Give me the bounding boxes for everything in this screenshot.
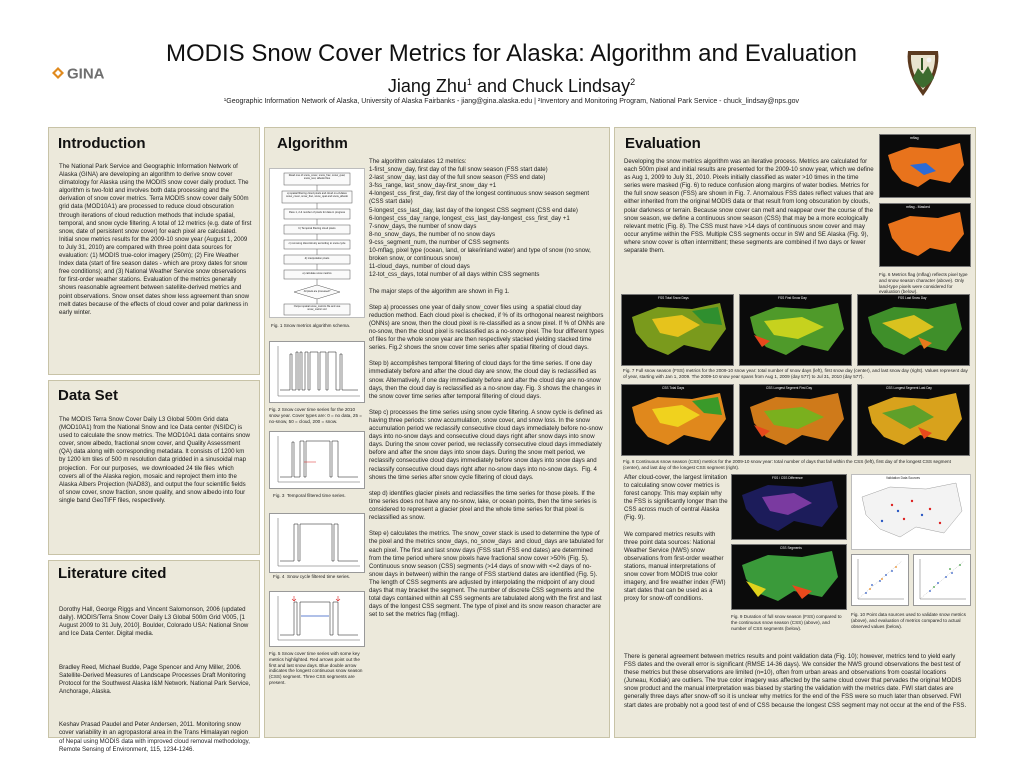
reference-item: Bradley Reed, Michael Budde, Page Spencer and Amy Miller, 2006. Satellite-Derived Measures of Landscape Processes Draft Monitoring Protocol for the Southwest Alaska I&M Network. National Park Service, Anchorage, Alaska. bbox=[59, 663, 252, 696]
algorithm-flowchart bbox=[269, 168, 365, 318]
evaluation-text-3: There is general agreement between metrics results and point validation data (Fig. 10); however, metrics tend to yield early FSS dates and the overall error is significant (RMSE 14-36 days). We consider the NWS ground observations the best test of these metrics but these observations are limited (n=10), often from urban areas and observations from coastal locations (Juneau, Kodiak) are outliers. The true color imagery was affected by the same cloud cover that pervades the original MODIS snow product and the manual interpretation was biased by starting the validation with the metrics date. FWI start dates are generally three days after snow-off so it is unclear why metrics for the end of the FSS were so much later than observed. FWI start dates are probably not a good test of end of CSS because the longest CSS segment may not occur at the end of the FSS. bbox=[624, 653, 967, 709]
literature-heading: Literature cited bbox=[58, 565, 167, 582]
figure-caption: Fig. 6 Metrics flag (mflag) reflects pixel type and snow season character (above). Only land-type pixels were considered for evaluation (below). bbox=[879, 272, 969, 295]
flow-box: All pixels are processed? bbox=[303, 290, 331, 293]
map-label: Validation Data Sources bbox=[886, 476, 920, 480]
evaluation-heading: Evaluation bbox=[625, 135, 701, 152]
figure-caption: Fig. 3 Temporal filtered time series. bbox=[273, 493, 346, 498]
dataset-text: The MODIS Terra Snow Cover Daily L3 Global 500m Grid data (MOD10A1) from the National Snow and Ice Data center (NSIDC) is used to calculate the snow metrics. The MOD10A1 data contains snow cover, snow albedo, fractional snow cover, and Quality Assessment (QA) data along with corresponding metadata. It consists of 1200 km by 1200 km tiles of 500 m resolution data gridded in a sinusoidal map projection. For our purposes, we downloaded 24 tile files which covers all of the Alaska region, mosaic and reproject them into the Alaska Albers Projection (NAD83), and output the four scientific fields of snow cover, snow fraction, snow quality, and snow albedo into four single band GeoTIFF files, respectively. bbox=[59, 416, 252, 504]
map-label: FSS / CSS Difference bbox=[772, 476, 803, 480]
time-series-plot bbox=[269, 341, 365, 403]
figure-caption: Fig. 2 Snow cover time series for the 2010 snow year. Cover types are: 0 = no data, 25 = no-snow, 50 = cloud, 200 = snow. bbox=[269, 407, 364, 424]
figure-caption: Fig. 10 Point data sources used to validate snow metrics (above), and evaluation of metrics compared to actual observed values (below). bbox=[851, 612, 968, 629]
figure-caption: Fig. 1 Snow metrics algorithm schema. bbox=[271, 323, 351, 328]
evaluation-text-1: Developing the snow metrics algorithm was an iterative process. Metrics are calculated for each 500m pixel and initial results are presented for the 2009-10 snow year, which we define as Aug 1, 2009 to July 31, 2010. Pixels initially classified as water >10 times in the time series were masked (Fig. 6) to reduce confusion along margins of water bodies. Metrics for the full snow season (FSS) are shown in Fig. 7. Anomalous FSS dates reflect values that are either inherited from the original MODIS data or that result from long obscuration by clouds, polar darkness or terrain. Because snow cover can melt and reappear over the course of the snow season, we define a continuous snow season (CSS) that may be a more ecologically relevant metric (Fig. 8). The CSS must have >14 days of continuous snow cover and may occur anytime within the FSS. Multiple CSS segments occur in SW and SE Alaska (Fig. 9), where snow cover is often intermittent; these segments are combined if two days or fewer separate them. bbox=[624, 158, 876, 255]
flow-box: e) calculate snow metrics bbox=[302, 272, 332, 275]
introduction-panel bbox=[48, 127, 260, 375]
validation-sources-map bbox=[851, 474, 971, 550]
flow-box: a) spatial filtering cloud pixels and cloud on-of-dates snow_cover, snow_frac, snow_qual and snow_albedo bbox=[286, 192, 348, 199]
fss-css-difference-map bbox=[731, 474, 847, 540]
literature-list bbox=[59, 590, 252, 779]
mflag-masked-map bbox=[879, 203, 971, 267]
map-label: mflag bbox=[910, 136, 919, 140]
algorithm-heading: Algorithm bbox=[277, 135, 348, 152]
evaluation-panel bbox=[614, 127, 976, 738]
fss-first-snow-day-map bbox=[739, 294, 852, 366]
validation-scatter-1 bbox=[851, 554, 909, 606]
map-label: FSS Total Snow Days bbox=[658, 296, 689, 300]
reference-item: Keshav Prasad Paudel and Peter Andersen, 2011. Monitoring snow cover variability in an agropastoral area in the Trans Himalayan region of Nepal using MODIS data with improved cloud removal methodology, Remote Sensing of Environment, 115, 1234-1246. bbox=[59, 721, 252, 753]
figure-caption: Fig. 8 Continuous snow season (CSS) metrics for the 2009-10 snow year: total number of days that fall within the CSS (left), first day of the longest CSS segment (center), and last day of the longest CSS segment (right). bbox=[623, 459, 953, 470]
map-label: FSS Last Snow Day bbox=[898, 296, 927, 300]
fss-total-snow-days-map bbox=[621, 294, 734, 366]
flow-box: b) Temporal filtering cloud pixels bbox=[298, 227, 336, 230]
poster-authors: Jiang Zhu$^1$ and Chuck Lindsay$^2$ bbox=[387, 76, 636, 96]
validation-scatter-2 bbox=[913, 554, 971, 606]
css-first-day-map bbox=[739, 384, 852, 456]
temporal-filter-plot bbox=[269, 431, 365, 489]
map-label: CSS Longest Segment Last Day bbox=[886, 386, 932, 390]
map-label: CSS Longest Segment First Day bbox=[766, 386, 813, 390]
introduction-heading: Introduction bbox=[58, 135, 146, 152]
introduction-text: The National Park Service and Geographic Information Network of Alaska (GINA) are developing an algorithm to derive snow cover climatology for Alaska using the MODIS snow cover daily product. The algorithm is two-fold and involves both data processing and the derivation of snow cover metrics. Terra MODIS snow cover daily 500m grid data (MOD10A1) are processed to reduce cloud obscuration through iterations of cloud reduction methods that include spatial, temporal, and snow cycle filtering. A total of 12 metrics (e.g. date of first snow, date of persistent snow cover) for each pixel are calculated. Initial snow metrics results for the 2009-10 snow year (August 1, 2009 to July 31, 2010) are compared with three point data sources for evaluation: (1) MODIS true-color imagery (250m); (2) Fire Weather Index data (start of fire season dates - which are proxy dates for snow free conditions); and (3) National Weather Service snow observations for first-order weather stations. Evaluation of the metrics generally shows reasonable agreement between satellite-derived metrics and point observations. Snow onset dates show less agreement than snow melt dates because of the effects of cloud cover and polar darkness in early winter. bbox=[59, 163, 254, 316]
literature-panel bbox=[48, 560, 260, 753]
dataset-heading: Data Set bbox=[58, 387, 119, 404]
algorithm-text: The algorithm calculates 12 metrics: 1-first_snow_day, first day of the full snow season (FSS start date) 2-last_snow_day, last day of the full snow season (FSS end date) 3-fss_range, last_snow_day-first_snow_day +1 4-longest_css_first_day, first day of the longest continuous snow season segment (CSS start date) 5-longest_css_last_day, last day of the longest CSS segment (CSS end date) 6-longest_css_day_range, longest_css_last_day-longest_css_first_day +1 7-snow_days, the number of snow days 8-no_snow_days, the number of no snow days 9-css_segment_num, the number of CSS segments 10-mflag, pixel type (ocean, land, or lake/inland water) and type of snow (no snow, broken snow, or continuous snow) 11-cloud_days, number of cloud days 12-tot_css_days, total number of all days within CSS segments The major steps of the algorithm are shown in Fig 1. Step a) processes one year of daily snow_cover files using a spatial cloud day reduction method. Each cloud pixel is checked, if % of its orthogonal nearest neighbors (ONNs) are snow, then the cloud pixel is re-classified as a snow pixel. If % of ONNs are no-snow, then the cloud pixel is reclassified as a no-snow pixel. The four different types of files for the whole snow year are then respectively stacked yielding stacked time series. Fig.2 shows the snow cover time series after spatial filtering of cloud days. Step b) accomplishes temporal filtering of cloud days for the time series. If one day immediately before and after the cloud day are snow, the cloud day is reclassified as snow. Alternatively, if one day immediately before and after the cloud day are no-snow days, then the cloud day is reclassified as a no-snow day. Fig. 3 shows the changes in the snow cover time series after temporal filtering of cloud days. Step c) processes the time series using snow cycle filtering. A snow cycle is defined as having three periods: snow accumulation, snow cover, and snow loss. In the snow accumulation period we reclassify consecutive cloud days immediately before no-snow days into no-snow days and consecutive cloud days right after snow days into snow days. During the snow cover period, we reclassify consecutive cloud days immediately before and after the snow days into snow days. During the snow melt period, we reclassify consecutive cloud days immediately before snow days into snow days and reclassify consecutive cloud days right after no-snow days into no-snow days. Fig. 4 shows the time series after snow cycle filtering of cloud days. step d) identifies glacier pixels and reclassifies the time series for those pixels. If the time series does not have any no-snow, lake, or ocean points, then the time series is considered to represent a glacier pixel and the whole time series for that pixel is reclassified as snow. Step e) calculates the metrics. The snow_cover stack is used to determine the type of the pixel and the metrics snow_days, no_snow_days and cloud_days are tabulated for each pixel. The first and last snow days (FSS start /FSS end dates) are determined from the time period where snow pixels have fractional snow cover >50% (Fig. 5). Continuous snow season (CSS) segments (>14 days of snow with <=2 days of no-snow days in between) within the range of FSS start/end dates are identified (Fig. 5). The length of CSS segments are adjusted by interpolating the midpoint of any cloud days that may bracket the segment. The number of discrete CSS segments and the total days contained within all CSS segments are tabulated along with the first and last days of the longest CSS segment. The type of pixel and its snow reason character are set to set the metrics flag (mflag). bbox=[369, 158, 605, 619]
figure-caption: Fig. 4 Snow cycle filtered time series. bbox=[273, 574, 351, 579]
css-last-day-map bbox=[857, 384, 970, 456]
flow-box: Output spatial snow_metrics file and use snow_metric.xml bbox=[293, 305, 341, 312]
reference-item: Dorothy Hall, George Riggs and Vincent Salomonson, 2006 (updated daily). MODIS/Terra Snow Cover Daily L3 Global 500m Grid V005, [1 August 2009 to 31 July, 2010]. Boulder, Colorado USA: National Snow and Ice Data Center. Digital media. bbox=[59, 606, 250, 638]
svg-text:GINA: GINA bbox=[67, 65, 105, 82]
map-label: CSS Segments bbox=[780, 546, 802, 550]
figure-caption: Fig. 9 Duration of full snow season (FSS) compared to the continuous snow season (CSS) (above), and number of CSS segments (below). bbox=[731, 614, 843, 631]
key-metrics-plot bbox=[269, 591, 365, 647]
evaluation-text-2: After cloud-cover, the largest limitation to calculating snow cover metrics is forest canopy. This may explain why the FSS is significantly longer than the CSS across much of central Alaska (Fig. 9). We compared metrics results with three point data sources: National Weather Service (NWS) snow observations from first-order weather stations, manual interpretations of snow cover from MODIS true color imagery, and fire weather index (FWI) start dates that can be used as a proxy for snow-off conditions. bbox=[624, 474, 728, 603]
map-label: mflag - Masked bbox=[906, 205, 930, 209]
mflag-map bbox=[879, 134, 971, 198]
css-segments-map bbox=[731, 544, 847, 610]
flow-box: c) removing discontinuity according to snow cycle bbox=[288, 242, 346, 245]
dataset-panel bbox=[48, 380, 260, 555]
poster-affiliations: ¹Geographic Information Network of Alaska, University of Alaska Fairbanks - jiang@gina.alaska.edu | ²Inventory and Monitoring Program, National Park Service - chuck_lindsay@nps.gov bbox=[223, 98, 800, 105]
flow-box: d) interpolation pixels bbox=[304, 257, 330, 260]
flow-box: Read one of snow_cover, snow_frac, snow_qual, snow_test, albedo files bbox=[288, 174, 346, 181]
map-label: CSS Total Days bbox=[662, 386, 685, 390]
snow-cycle-filter-plot bbox=[269, 513, 365, 573]
flow-box: Pass 1, 2 & number of pixels for data in progress bbox=[288, 211, 346, 214]
poster-title: MODIS Snow Cover Metrics for Alaska: Algorithm and Evaluation bbox=[166, 40, 857, 67]
algorithm-panel bbox=[264, 127, 610, 738]
map-label: FSS First Snow Day bbox=[778, 296, 807, 300]
css-total-days-map bbox=[621, 384, 734, 456]
figure-caption: Fig. 5 Snow cover time series with some key metrics highlighted. Red arrows point out the first and last snow days. Blue double arrow indicates the longest continuous snow season (CSS) segment. Three CSS segments are present. bbox=[269, 651, 364, 685]
figure-caption: Fig. 7 Full snow season (FSS) metrics for the 2009-10 snow year: total number of snow days (left), first snow day (center), and last snow day (right). Values represent day of year, starting with Jan 1, 2009. The 2009-10 snow year spans from Aug 1, 2009 (day 577) to Jul 31, 2010 (day 577). bbox=[623, 368, 970, 379]
fss-last-snow-day-map bbox=[857, 294, 970, 366]
